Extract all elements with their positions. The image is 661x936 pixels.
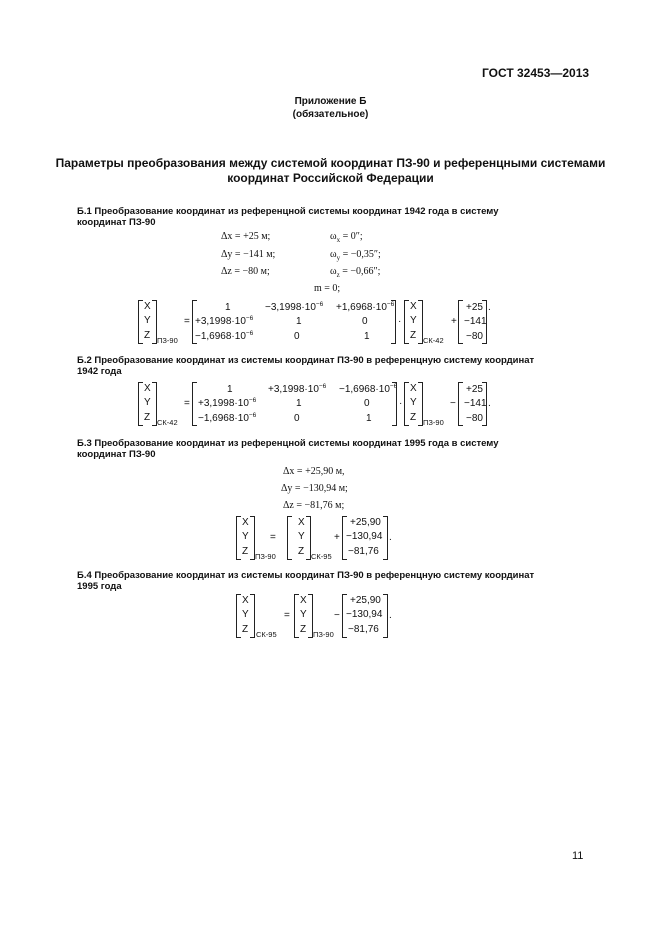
matrix-cell: 0 — [362, 316, 368, 327]
appendix-title: Приложение Б — [294, 96, 367, 107]
section-b4-title-line2: 1995 года — [77, 581, 122, 592]
matrix-cell: $-1,6968\cdot 10^{-6}$ — [195, 330, 254, 342]
matrix-cell: 0 — [364, 398, 370, 409]
var-x: X — [242, 517, 249, 528]
matrix-cell: $-1,6968\cdot 10^{-6}$ — [339, 383, 398, 395]
var-z: Z — [410, 412, 417, 423]
bracket-right — [250, 594, 255, 638]
shift-value: +25 — [466, 384, 483, 395]
section-b2-title-line2: 1942 года — [77, 366, 122, 377]
multiply-dot: · — [398, 316, 402, 327]
var-z: Z — [300, 624, 307, 635]
equals-sign: = — [184, 398, 190, 409]
matrix-cell: 1 — [364, 331, 370, 342]
section-b1-title-line1: Б.1 Преобразование координат из референцной системы координат 1942 года в систему — [77, 206, 499, 217]
appendix-status: (обязательное) — [292, 109, 369, 120]
matrix-cell: $+3,1998\cdot 10^{-6}$ — [198, 397, 257, 409]
var-y: Y — [298, 531, 305, 542]
bracket-left — [404, 382, 409, 426]
b3-dy: Δy = −130,94 м; — [281, 483, 348, 494]
end-period: . — [488, 302, 491, 313]
var-z: Z — [298, 546, 305, 557]
var-y: Y — [144, 397, 151, 408]
bracket-right — [482, 382, 487, 426]
var-z: Z — [144, 330, 151, 341]
matrix-cell: 1 — [296, 316, 302, 327]
var-y: Y — [242, 609, 249, 620]
shift-value: +25,90 — [350, 595, 381, 606]
section-b4-title-line1: Б.4 Преобразование координат из системы координат ПЗ-90 в референцную систему координат — [77, 570, 535, 581]
var-x: X — [300, 595, 307, 606]
shift-value: −80 — [466, 413, 483, 424]
b4-rhs-system: ПЗ-90 — [313, 630, 334, 639]
bracket-right — [482, 300, 487, 344]
var-x: X — [242, 595, 249, 606]
section-b3-title-line1: Б.3 Преобразование координат из референцной системы координат 1995 года в систему — [77, 438, 499, 449]
shift-value: −81,76 — [348, 546, 379, 557]
var-z: Z — [144, 412, 151, 423]
b1-dx: Δx = +25 м; — [221, 231, 271, 242]
b2-lhs-system: СК-42 — [157, 418, 178, 427]
bracket-right — [391, 300, 396, 344]
b4-lhs-system: СК-95 — [256, 630, 277, 639]
bracket-right — [383, 516, 388, 560]
shift-value: −141 — [464, 316, 487, 327]
matrix-cell: 1 — [296, 398, 302, 409]
bracket-left — [138, 300, 143, 344]
b3-dz: Δz = −81,76 м; — [283, 500, 345, 511]
minus-sign: − — [334, 610, 340, 621]
end-period: . — [488, 398, 491, 409]
var-x: X — [298, 517, 305, 528]
matrix-cell: 1 — [225, 302, 231, 313]
var-y: Y — [144, 315, 151, 326]
page-heading-line2: координат Российской Федерации — [227, 171, 434, 185]
matrix-cell: $+1,6968\cdot 10^{-6}$ — [336, 301, 395, 313]
shift-value: −141 — [464, 398, 487, 409]
var-x: X — [144, 301, 151, 312]
bracket-left — [404, 300, 409, 344]
plus-sign: + — [334, 532, 340, 543]
matrix-cell: $+3,1998\cdot 10^{-6}$ — [268, 383, 327, 395]
bracket-left — [287, 516, 292, 560]
shift-value: −130,94 — [346, 609, 383, 620]
multiply-dot: · — [399, 398, 403, 409]
equals-sign: = — [270, 532, 276, 543]
matrix-cell: $-1,6968\cdot 10^{-6}$ — [198, 412, 257, 424]
matrix-cell: 1 — [227, 384, 233, 395]
bracket-right — [392, 382, 397, 426]
section-b3-title-line2: координат ПЗ-90 — [77, 449, 156, 460]
bracket-left — [192, 382, 197, 426]
bracket-right — [383, 594, 388, 638]
var-x: X — [410, 383, 417, 394]
var-y: Y — [410, 315, 417, 326]
bracket-left — [458, 382, 463, 426]
shift-value: −130,94 — [346, 531, 383, 542]
var-z: Z — [242, 624, 249, 635]
shift-value: +25 — [466, 302, 483, 313]
var-z: Z — [410, 330, 417, 341]
b1-lhs-system: ПЗ-90 — [157, 336, 178, 345]
matrix-cell: $-3,1998\cdot 10^{-6}$ — [265, 301, 324, 313]
shift-value: −81,76 — [348, 624, 379, 635]
section-b2-title-line1: Б.2 Преобразование координат из системы координат ПЗ-90 в референцную систему координат — [77, 355, 535, 366]
bracket-left — [294, 594, 299, 638]
minus-sign: − — [450, 398, 456, 409]
var-y: Y — [410, 397, 417, 408]
matrix-cell: 0 — [294, 331, 300, 342]
b3-dx: Δx = +25,90 м, — [283, 466, 345, 477]
var-x: X — [410, 301, 417, 312]
section-b1-title-line2: координат ПЗ-90 — [77, 217, 156, 228]
b1-wz: $\omega_z = -0,66''$; — [330, 266, 381, 279]
b1-dy: Δy = −141 м; — [221, 249, 276, 260]
matrix-cell: 0 — [294, 413, 300, 424]
bracket-left — [138, 382, 143, 426]
equals-sign: = — [184, 316, 190, 327]
b1-dz: Δz = −80 м; — [221, 266, 270, 277]
b3-rhs-system: СК-95 — [311, 552, 332, 561]
b3-lhs-system: ПЗ-90 — [255, 552, 276, 561]
doc-code: ГОСТ 32453—2013 — [482, 66, 590, 80]
shift-value: −80 — [466, 331, 483, 342]
bracket-left — [236, 516, 241, 560]
matrix-cell: $+3,1998\cdot 10^{-6}$ — [195, 315, 254, 327]
shift-value: +25,90 — [350, 517, 381, 528]
var-z: Z — [242, 546, 249, 557]
b1-rhs-system: СК-42 — [423, 336, 444, 345]
page-number: 11 — [572, 850, 584, 862]
bracket-left — [458, 300, 463, 344]
bracket-left — [236, 594, 241, 638]
page-heading-line1: Параметры преобразования между системой координат ПЗ-90 и референцными системами — [55, 156, 606, 170]
b1-wy: $\omega_y = -0,35''$; — [330, 249, 381, 262]
plus-sign: + — [451, 316, 457, 327]
var-x: X — [144, 383, 151, 394]
var-y: Y — [242, 531, 249, 542]
end-period: . — [389, 532, 392, 543]
end-period: . — [389, 610, 392, 621]
b1-wx: $\omega_x = 0''$; — [330, 231, 363, 244]
b2-rhs-system: ПЗ-90 — [423, 418, 444, 427]
var-y: Y — [300, 609, 307, 620]
equals-sign: = — [284, 610, 290, 621]
b1-scale-m: m = 0; — [314, 283, 341, 294]
matrix-cell: 1 — [366, 413, 372, 424]
